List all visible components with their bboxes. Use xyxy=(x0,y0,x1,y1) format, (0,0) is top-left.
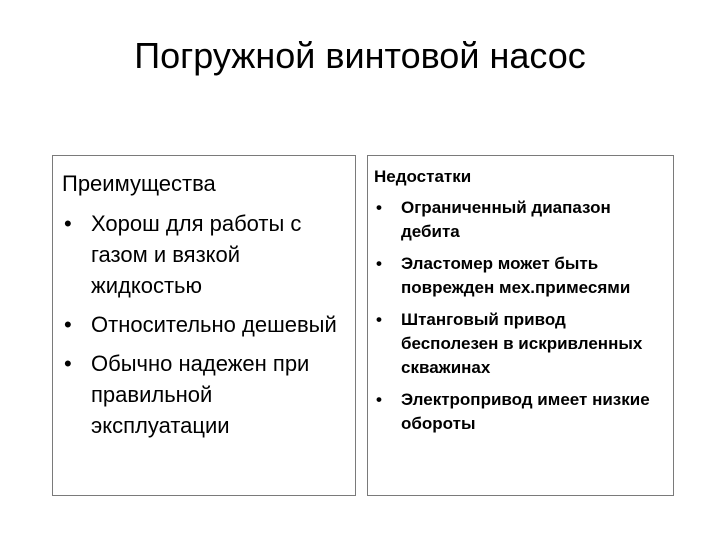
bullet-icon: • xyxy=(64,351,72,376)
disadvantages-box xyxy=(367,155,674,496)
slide-title: Погружной винтовой насос xyxy=(134,35,586,76)
list-item xyxy=(62,208,347,301)
list-item xyxy=(374,252,667,300)
list-item xyxy=(62,309,347,340)
list-item-text: Относительно дешевый xyxy=(91,312,337,337)
bullet-icon: • xyxy=(376,198,382,217)
disadvantages-list xyxy=(374,196,667,436)
bullet-icon: • xyxy=(376,254,382,273)
list-item xyxy=(374,196,667,244)
list-item-text: Ограниченный диапазон дебита xyxy=(401,198,611,241)
advantages-box xyxy=(52,155,356,496)
list-item-text: Обычно надежен при правильной эксплуатации xyxy=(91,351,310,438)
bullet-icon: • xyxy=(376,310,382,329)
list-item-text: Штанговый привод бесполезен в искривленных скважинах xyxy=(401,310,643,377)
bullet-icon: • xyxy=(64,211,72,236)
list-item xyxy=(374,388,667,436)
bullet-icon: • xyxy=(376,390,382,409)
list-item-text: Хорош для работы с газом и вязкой жидкостью xyxy=(91,211,302,298)
list-item-text: Электропривод имеет низкие обороты xyxy=(401,390,650,433)
list-item xyxy=(374,308,667,380)
advantages-heading: Преимущества xyxy=(62,171,216,196)
disadvantages-heading: Недостатки xyxy=(374,167,472,186)
list-item-text: Эластомер может быть поврежден мех.примесями xyxy=(401,254,631,297)
advantages-list xyxy=(62,208,347,441)
bullet-icon: • xyxy=(64,312,72,337)
list-item xyxy=(62,348,347,441)
